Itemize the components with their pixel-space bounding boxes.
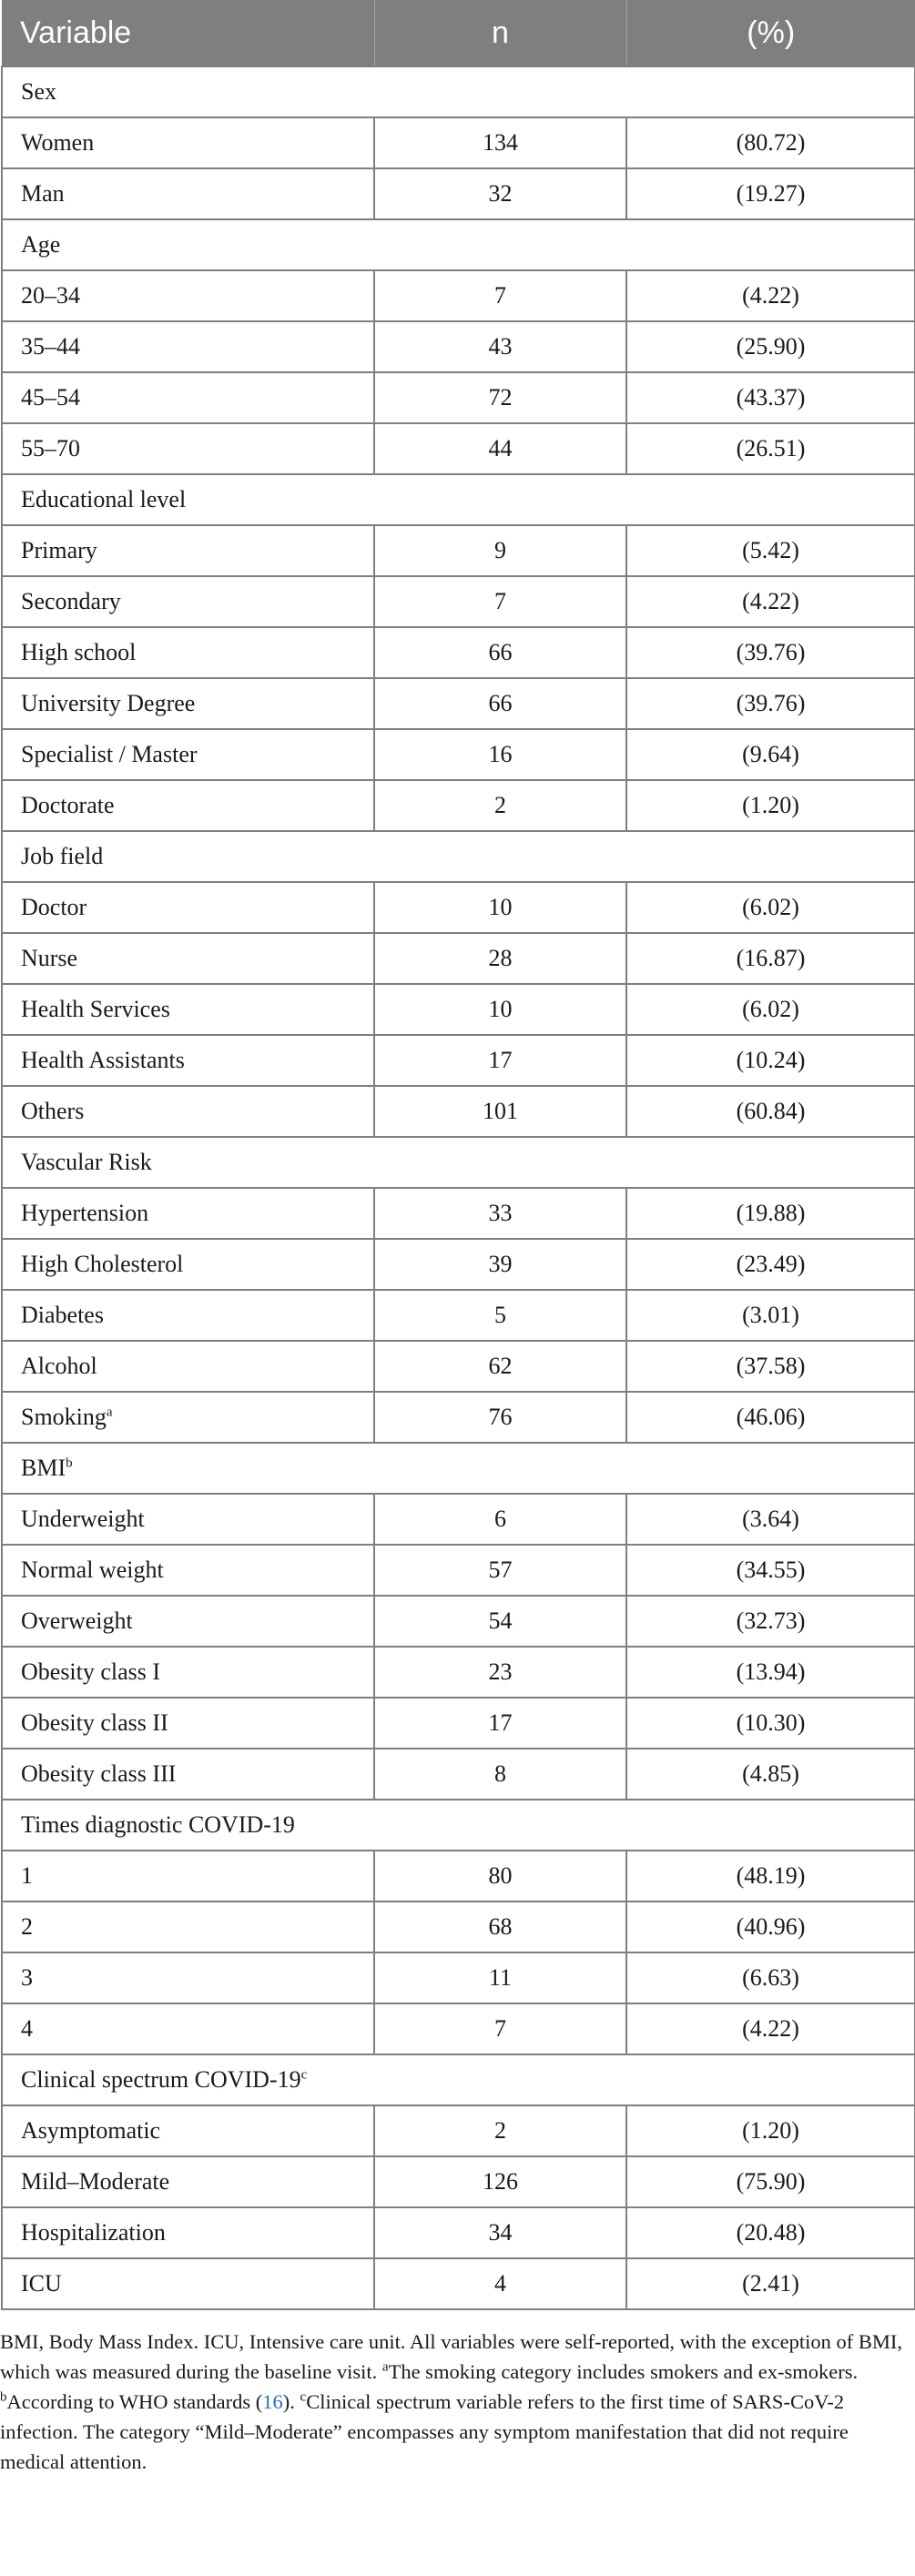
row-count: 34 [374, 2207, 626, 2258]
row-label [2, 2207, 374, 2258]
group-row [2, 474, 915, 525]
row-percent: (32.73) [626, 1596, 915, 1647]
footnote-a-text: The smoking category includes smokers and ex-smokers. [388, 2360, 859, 2383]
row-label-text: Women [21, 129, 95, 156]
row-count: 66 [374, 627, 626, 678]
row-count: 7 [374, 2003, 626, 2054]
row-count: 126 [374, 2156, 626, 2207]
row-percent: (37.58) [626, 1341, 915, 1392]
row-count: 44 [374, 423, 626, 474]
table-row [2, 1596, 915, 1647]
row-label [2, 1902, 374, 1952]
table-row [2, 1851, 915, 1902]
row-label-text: ICU [21, 2270, 62, 2297]
table-row [2, 168, 915, 219]
reference-link[interactable]: 16 [262, 2390, 283, 2413]
row-label [2, 270, 374, 321]
row-label-text: Health Services [21, 996, 170, 1022]
table-row [2, 372, 915, 423]
row-percent: (20.48) [626, 2207, 915, 2258]
row-label [2, 984, 374, 1035]
table-row [2, 321, 915, 372]
row-percent: (43.37) [626, 372, 915, 423]
table-row [2, 576, 915, 627]
row-count: 68 [374, 1902, 626, 1952]
row-percent: (39.76) [626, 627, 915, 678]
row-percent: (23.49) [626, 1239, 915, 1290]
group-title-text: BMI [21, 1455, 66, 1481]
row-count: 43 [374, 321, 626, 372]
table-row [2, 627, 915, 678]
table-row [2, 933, 915, 984]
table-row [2, 2156, 915, 2207]
header-variable: Variable [2, 0, 374, 66]
group-title [2, 219, 915, 270]
table-header [2, 0, 915, 66]
row-percent: (3.01) [626, 1290, 915, 1341]
table-row [2, 1749, 915, 1800]
table-row [2, 2105, 915, 2156]
row-count: 80 [374, 1851, 626, 1902]
row-label-text: Obesity class II [21, 1709, 168, 1736]
table-row [2, 1239, 915, 1290]
row-percent: (13.94) [626, 1647, 915, 1698]
row-percent: (4.22) [626, 576, 915, 627]
row-count: 11 [374, 1952, 626, 2003]
demographics-table [1, 0, 915, 2310]
group-row [2, 831, 915, 882]
row-label [2, 2156, 374, 2207]
group-title [2, 1800, 915, 1851]
header-percent: (%) [626, 0, 915, 66]
table-row [2, 1494, 915, 1545]
row-label-text: Asymptomatic [21, 2117, 161, 2144]
group-title [2, 2054, 915, 2105]
row-percent: (34.55) [626, 1545, 915, 1596]
table-body [2, 66, 915, 2309]
row-label-text: Hypertension [21, 1200, 149, 1226]
row-label-text: Health Assistants [21, 1047, 185, 1073]
table-row [2, 1545, 915, 1596]
row-label-text: Alcohol [21, 1353, 97, 1379]
row-percent: (10.24) [626, 1035, 915, 1086]
group-title-text: Vascular Risk [21, 1149, 152, 1175]
table-row [2, 1698, 915, 1749]
footnote-mark-a: a [381, 2359, 389, 2375]
row-count: 2 [374, 2105, 626, 2156]
table-row [2, 1392, 915, 1443]
row-percent: (5.42) [626, 525, 915, 576]
row-label-text: University Degree [21, 690, 196, 716]
table-row [2, 1341, 915, 1392]
table-row [2, 882, 915, 933]
row-footnote-mark: a [106, 1405, 113, 1420]
row-count: 54 [374, 1596, 626, 1647]
row-percent: (80.72) [626, 117, 915, 168]
group-row [2, 2054, 915, 2105]
row-percent: (4.22) [626, 2003, 915, 2054]
row-label-text: Mild–Moderate [21, 2168, 170, 2195]
row-label-text: 3 [21, 1964, 33, 1991]
row-label [2, 1239, 374, 1290]
table-row [2, 729, 915, 780]
row-percent: (1.20) [626, 780, 915, 831]
row-label-text: High Cholesterol [21, 1251, 184, 1277]
footnote-b-text: According to WHO standards ( [6, 2390, 263, 2413]
footnote-mark-c: c [300, 2389, 307, 2405]
row-label-text: Hospitalization [21, 2219, 166, 2246]
table-row [2, 525, 915, 576]
row-count: 9 [374, 525, 626, 576]
row-percent: (46.06) [626, 1392, 915, 1443]
row-label [2, 2258, 374, 2309]
group-title [2, 831, 915, 882]
row-label-text: High school [21, 639, 137, 665]
row-count: 17 [374, 1698, 626, 1749]
footnote-mark-b: b [0, 2389, 7, 2405]
row-percent: (4.22) [626, 270, 915, 321]
row-count: 62 [374, 1341, 626, 1392]
row-percent: (3.64) [626, 1494, 915, 1545]
row-label-text: Man [21, 180, 65, 207]
row-percent: (75.90) [626, 2156, 915, 2207]
row-count: 10 [374, 984, 626, 1035]
row-label [2, 525, 374, 576]
row-count: 23 [374, 1647, 626, 1698]
row-count: 134 [374, 117, 626, 168]
footnote-b-end: ). [282, 2390, 300, 2413]
row-label-text: Doctorate [21, 792, 115, 818]
row-label-text: 1 [21, 1862, 33, 1889]
row-label-text: 20–34 [21, 282, 80, 309]
row-percent: (48.19) [626, 1851, 915, 1902]
group-title-text: Sex [21, 78, 56, 105]
table-footnote [0, 2310, 911, 2477]
row-label [2, 1086, 374, 1137]
row-label-text: 45–54 [21, 384, 80, 411]
row-count: 4 [374, 2258, 626, 2309]
row-label [2, 1698, 374, 1749]
row-label [2, 372, 374, 423]
row-label [2, 576, 374, 627]
group-footnote-mark: b [66, 1455, 73, 1471]
group-title-text: Times diagnostic COVID-19 [21, 1811, 295, 1838]
row-count: 33 [374, 1188, 626, 1239]
table-row [2, 1290, 915, 1341]
row-label [2, 1494, 374, 1545]
row-label [2, 933, 374, 984]
row-percent: (39.76) [626, 678, 915, 729]
row-label-text: Diabetes [21, 1302, 104, 1328]
table-row [2, 1952, 915, 2003]
group-title [2, 1137, 915, 1188]
row-count: 66 [374, 678, 626, 729]
row-label-text: Others [21, 1098, 85, 1124]
table-row [2, 1035, 915, 1086]
table-row [2, 984, 915, 1035]
row-label-text: Primary [21, 537, 97, 563]
row-label [2, 117, 374, 168]
table-row [2, 1902, 915, 1952]
row-count: 57 [374, 1545, 626, 1596]
row-percent: (2.41) [626, 2258, 915, 2309]
row-percent: (6.02) [626, 882, 915, 933]
row-count: 39 [374, 1239, 626, 1290]
row-label [2, 1392, 374, 1443]
row-label [2, 1035, 374, 1086]
row-label [2, 2003, 374, 2054]
row-label [2, 627, 374, 678]
row-percent: (26.51) [626, 423, 915, 474]
row-percent: (6.02) [626, 984, 915, 1035]
row-count: 32 [374, 168, 626, 219]
table-row [2, 678, 915, 729]
row-label [2, 423, 374, 474]
table-row [2, 1086, 915, 1137]
row-label-text: Obesity class I [21, 1658, 161, 1685]
row-label-text: Specialist / Master [21, 741, 198, 767]
row-label-text: Nurse [21, 945, 78, 971]
row-label-text: 2 [21, 1913, 33, 1940]
table-row [2, 780, 915, 831]
row-count: 7 [374, 270, 626, 321]
row-label-text: Overweight [21, 1607, 133, 1634]
header-n: n [374, 0, 626, 66]
row-count: 101 [374, 1086, 626, 1137]
table-row [2, 270, 915, 321]
row-label [2, 780, 374, 831]
row-label [2, 168, 374, 219]
row-percent: (16.87) [626, 933, 915, 984]
group-row [2, 1137, 915, 1188]
row-count: 7 [374, 576, 626, 627]
group-title-text: Educational level [21, 486, 187, 512]
row-label [2, 882, 374, 933]
row-percent: (25.90) [626, 321, 915, 372]
table-row [2, 2207, 915, 2258]
row-label [2, 1647, 374, 1698]
group-footnote-mark: c [300, 2067, 308, 2083]
table-row [2, 117, 915, 168]
row-label [2, 1545, 374, 1596]
row-percent: (4.85) [626, 1749, 915, 1800]
row-count: 2 [374, 780, 626, 831]
row-count: 28 [374, 933, 626, 984]
table-row [2, 1188, 915, 1239]
row-percent: (1.20) [626, 2105, 915, 2156]
row-count: 5 [374, 1290, 626, 1341]
row-label [2, 1290, 374, 1341]
row-label-text: 4 [21, 2015, 33, 2042]
row-count: 10 [374, 882, 626, 933]
group-title-text: Age [21, 231, 61, 258]
footnote-c-text: Clinical spectrum variable refers to the first time of SARS-CoV-2 infection. The category “Mild–Moderate” encompasses any symptom manifestation that did not require medical attention. [0, 2390, 849, 2473]
row-label [2, 1851, 374, 1902]
row-label-text: Normal weight [21, 1557, 164, 1583]
table-row [2, 2003, 915, 2054]
row-percent: (10.30) [626, 1698, 915, 1749]
row-label-text: 55–70 [21, 435, 80, 461]
table-row [2, 2258, 915, 2309]
group-row [2, 1443, 915, 1494]
row-percent: (60.84) [626, 1086, 915, 1137]
row-count: 76 [374, 1392, 626, 1443]
row-label-text: Doctor [21, 894, 87, 920]
row-label-text: Smoking [21, 1404, 107, 1430]
table-row [2, 1647, 915, 1698]
table-row [2, 423, 915, 474]
row-count: 17 [374, 1035, 626, 1086]
row-count: 72 [374, 372, 626, 423]
row-percent: (9.64) [626, 729, 915, 780]
group-row [2, 219, 915, 270]
group-title-text: Job field [21, 843, 104, 869]
row-percent: (40.96) [626, 1902, 915, 1952]
row-label [2, 2105, 374, 2156]
row-label-text: Underweight [21, 1506, 145, 1532]
row-label-text: 35–44 [21, 333, 80, 360]
row-percent: (19.88) [626, 1188, 915, 1239]
group-title [2, 474, 915, 525]
row-label [2, 1596, 374, 1647]
row-percent: (6.63) [626, 1952, 915, 2003]
row-count: 8 [374, 1749, 626, 1800]
row-label-text: Obesity class III [21, 1760, 177, 1787]
row-count: 16 [374, 729, 626, 780]
group-row [2, 66, 915, 117]
group-row [2, 1800, 915, 1851]
group-title [2, 1443, 915, 1494]
footnote-abbreviations: BMI, Body Mass Index. ICU, Intensive care unit. All variables were self-reported, with the exception of BMI, which was measured during the baseline visit. [0, 2330, 902, 2383]
row-label [2, 1952, 374, 2003]
row-percent: (19.27) [626, 168, 915, 219]
row-label [2, 321, 374, 372]
row-count: 6 [374, 1494, 626, 1545]
row-label-text: Secondary [21, 588, 121, 614]
row-label [2, 678, 374, 729]
group-title [2, 66, 915, 117]
row-label [2, 1188, 374, 1239]
group-title-text: Clinical spectrum COVID-19 [21, 2066, 301, 2093]
row-label [2, 729, 374, 780]
row-label [2, 1749, 374, 1800]
row-label [2, 1341, 374, 1392]
